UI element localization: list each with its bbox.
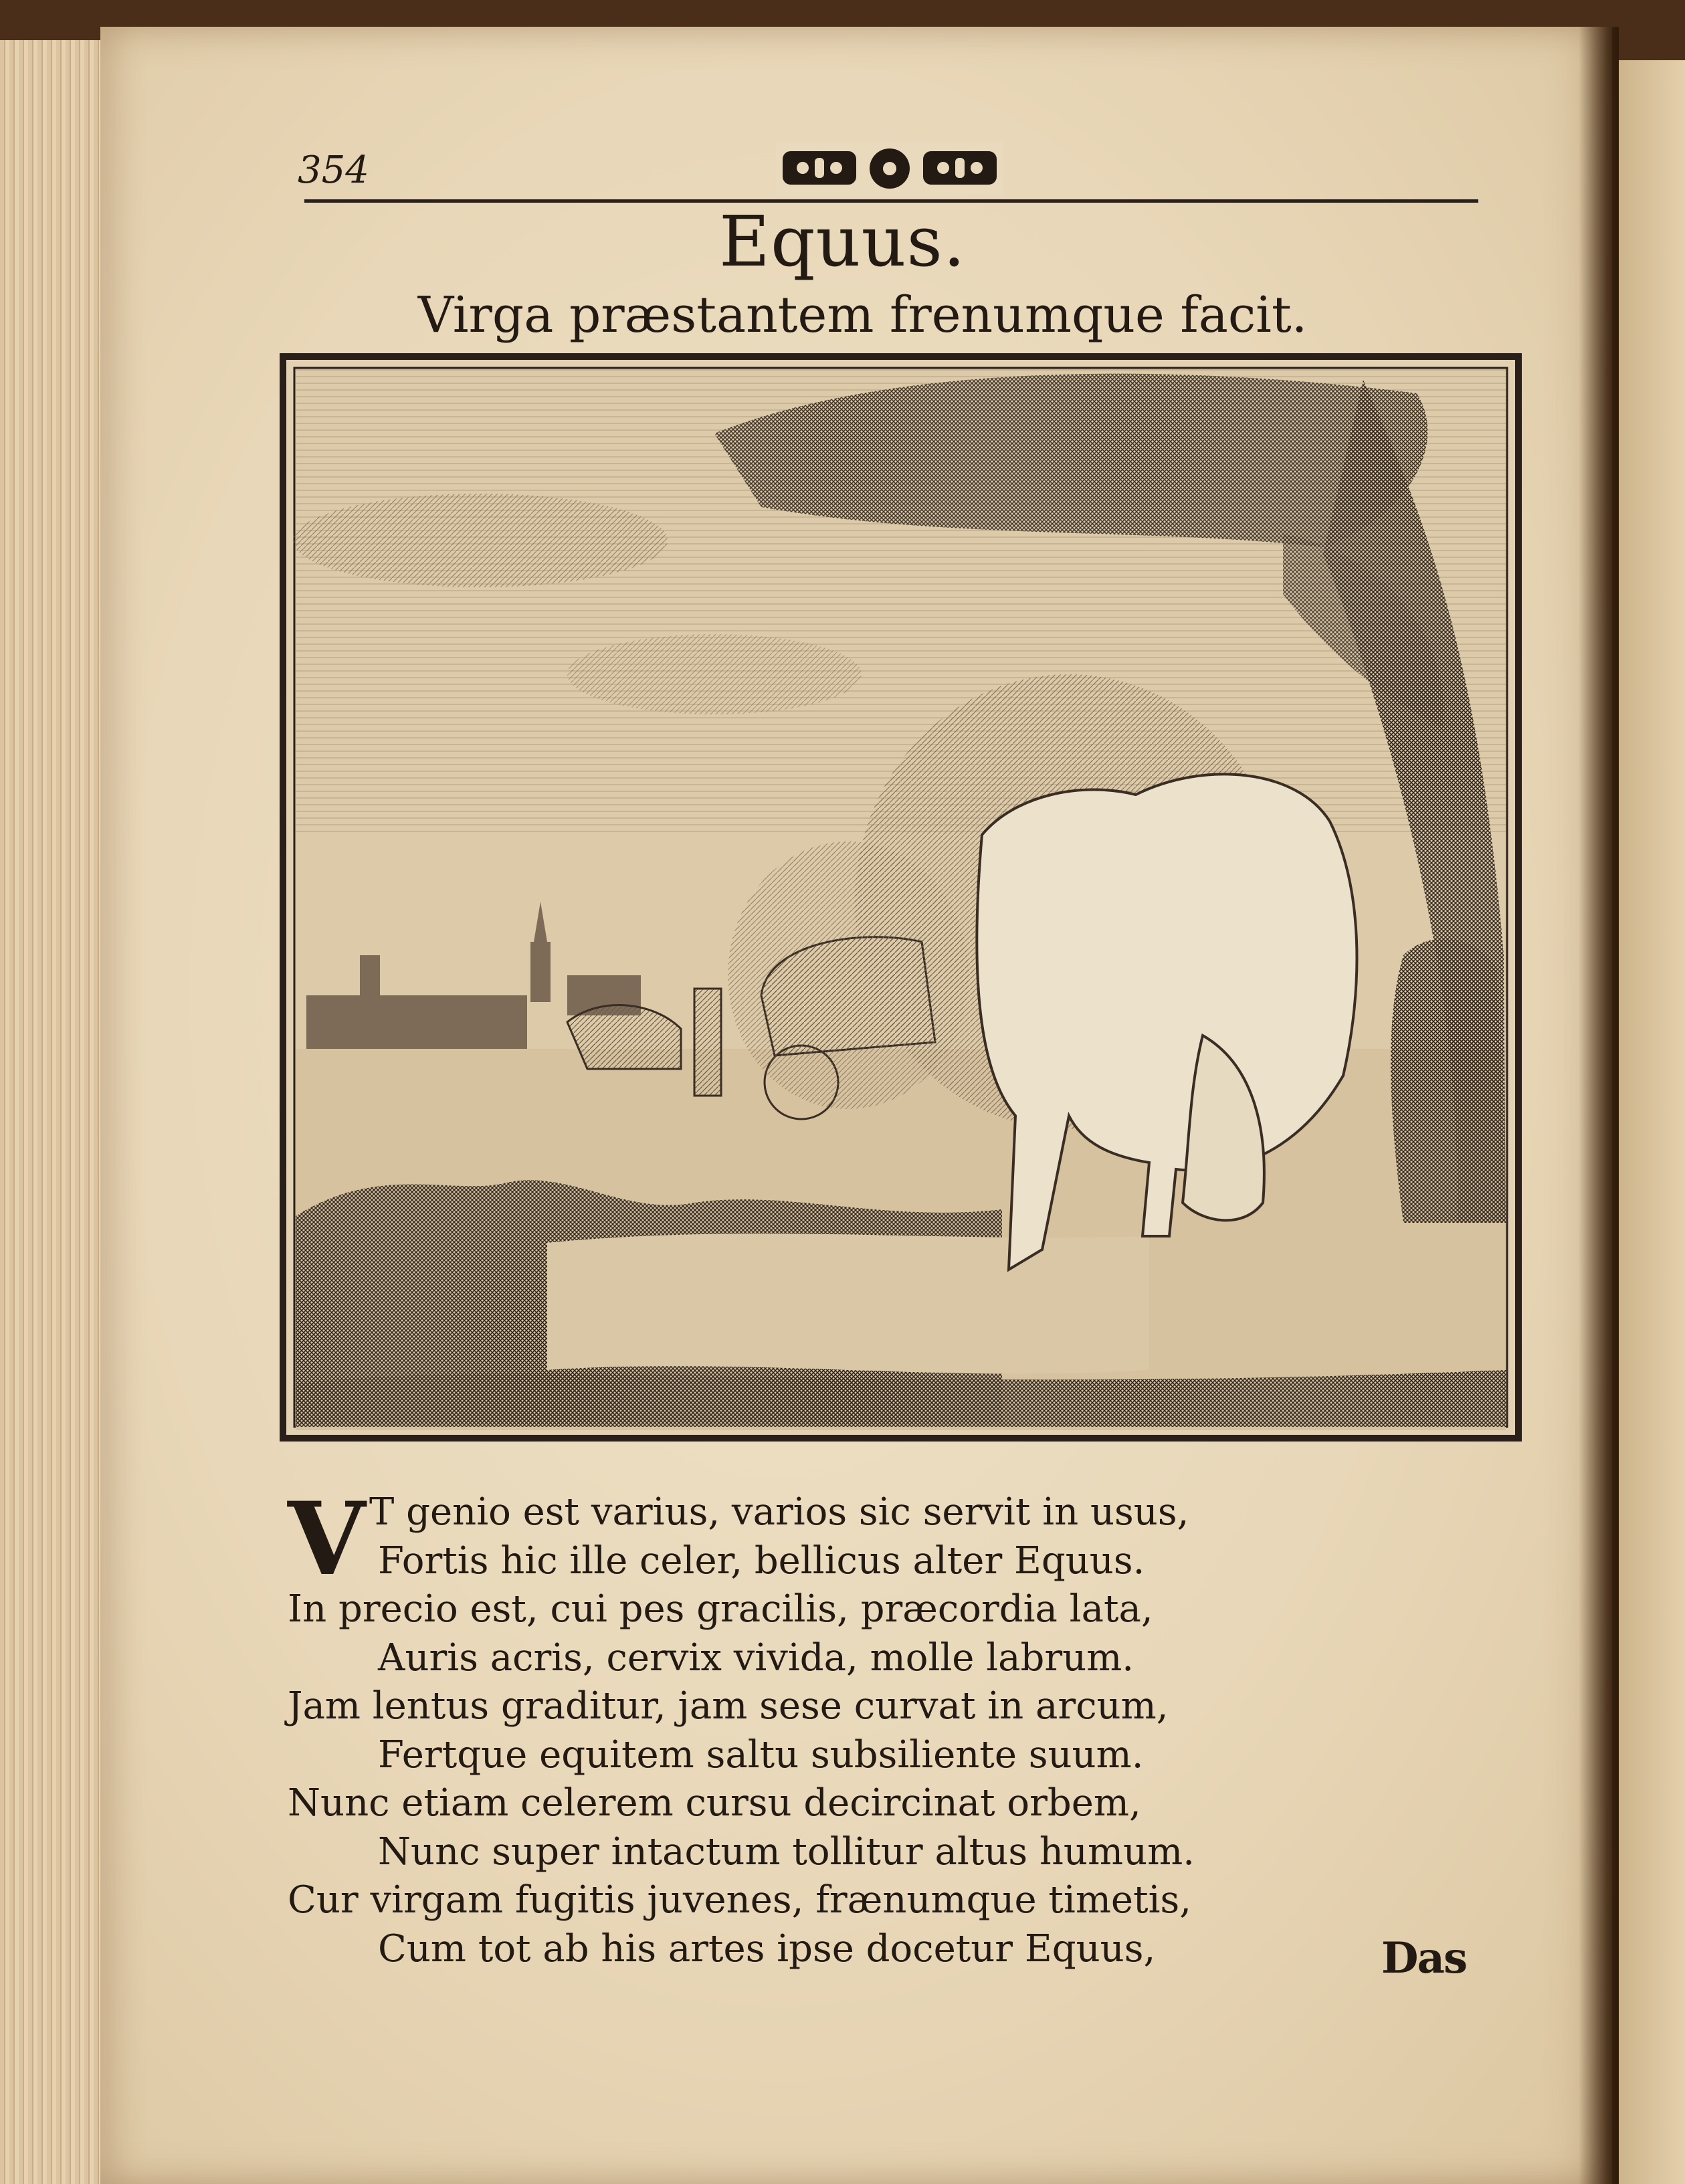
poem-line: Jam lentus graditur, jam sese curvat in arcum,: [288, 1684, 1169, 1728]
poem-line: In precio est, cui pes gracilis, præcordia lata,: [288, 1587, 1153, 1631]
drop-cap: V: [288, 1480, 366, 1598]
floral-ornament-icon: [776, 142, 1003, 195]
poem-line: Cur virgam fugitis juvenes, frænumque timetis,: [288, 1878, 1192, 1922]
poem-line: Auris acris, cervix vivida, molle labrum.: [378, 1635, 1134, 1680]
poem-line: Fortis hic ille celer, bellicus alter Equus.: [378, 1538, 1145, 1583]
poem: [288, 1480, 1291, 1973]
facing-page-edge: [1619, 60, 1685, 2184]
poem-line: T genio est varius, varios sic servit in usus,: [369, 1490, 1189, 1534]
page-number: 354: [298, 148, 369, 192]
horse-grazing-engraving-icon: [280, 353, 1522, 1442]
book-gutter: [1579, 27, 1619, 2184]
page-title: Equus.: [719, 201, 966, 282]
motto: Virga præstantem frenumque facit.: [417, 286, 1308, 344]
poem-line: Nunc etiam celerem cursu decircinat orbem,: [288, 1781, 1141, 1825]
catchword: Das: [1381, 1933, 1466, 1983]
poem-line: Nunc super intactum tollitur altus humum.: [378, 1829, 1195, 1874]
poem-line: Fertque equitem saltu subsiliente suum.: [378, 1732, 1144, 1777]
poem-line: Cum tot ab his artes ipse docetur Equus,: [378, 1926, 1156, 1971]
